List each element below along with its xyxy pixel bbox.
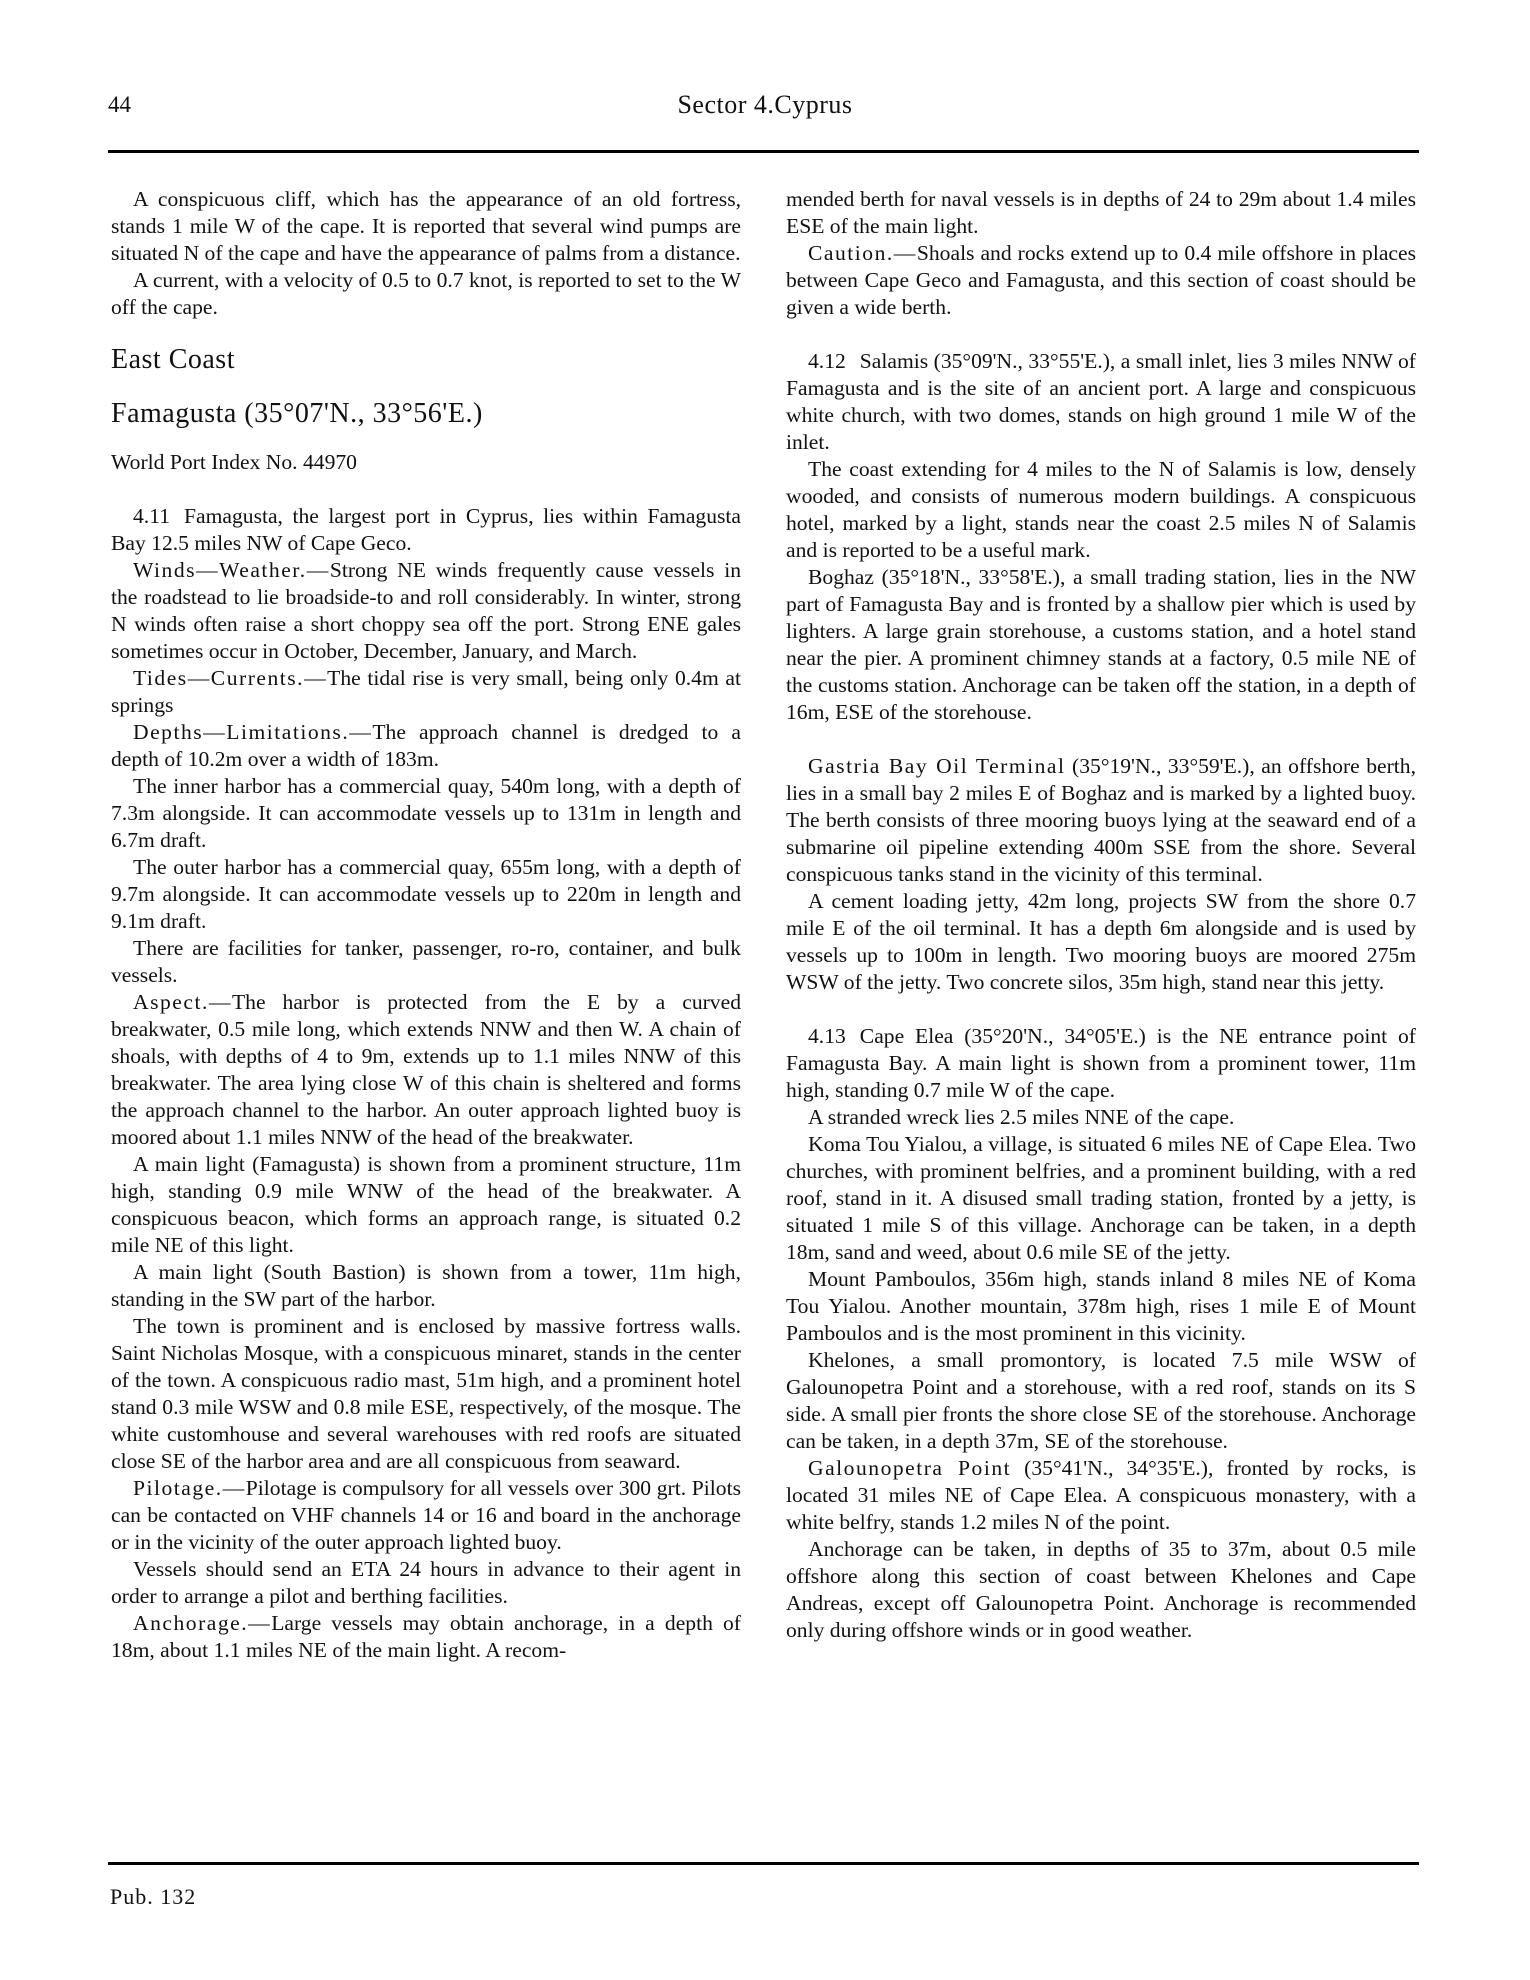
- place-label: Gastria Bay Oil Terminal: [808, 754, 1066, 778]
- paragraph: There are facilities for tanker, passenger, ro-ro, container, and bulk vessels.: [111, 936, 741, 987]
- paragraph: Anchorage can be taken, in depths of 35 to 37m, about 0.5 mile offshore along this section of coast between Khelones and Cape Andreas, except off Galounopetra Point. Anchorage is recommended only during offshore winds or in good weather.: [786, 1537, 1416, 1642]
- paragraph-text: The tidal rise is very small, being only 0.4m at springs: [111, 666, 741, 717]
- winds-weather-paragraph: [111, 557, 741, 665]
- paragraph-text: Famagusta, the largest port in Cyprus, lies within Famagusta Bay 12.5 miles NW of Cape Geco.: [111, 504, 741, 555]
- paragraph: A stranded wreck lies 2.5 miles NNE of the cape.: [808, 1105, 1235, 1129]
- paragraph: A main light (Famagusta) is shown from a prominent structure, 11m high, standing 0.9 mile WNW of the head of the breakwater. A conspicuous beacon, which forms an approach range, is situated 0.2 mile NE of this light.: [111, 1152, 741, 1257]
- paragraph: Khelones, a small promontory, is located 7.5 mile WSW of Galounopetra Point and a storehouse, with a red roof, stands on its S side. A small pier fronts the shore close SE of the storehouse. Anchorage can be taken, in a depth 37m, SE of the storehouse.: [786, 1348, 1416, 1453]
- place-label: Galounopetra Point: [808, 1456, 1012, 1480]
- paragraph-text: Strong NE winds frequently cause vessels in the roadstead to lie broadside-to and roll considerably. In winter, strong N winds often raise a short choppy sea off the port. Strong ENE gales sometimes occur in October, December, January, and March.: [111, 558, 741, 663]
- topic-label: Pilotage.—: [133, 1476, 246, 1500]
- left-column: [111, 186, 741, 1664]
- pilotage-paragraph: [111, 1475, 741, 1556]
- paragraph: A main light (South Bastion) is shown from a tower, 11m high, standing in the SW part of the harbor.: [111, 1260, 741, 1311]
- paragraph-text: (35°19'N., 33°59'E.), an offshore berth, lies in a small bay 2 miles E of Boghaz and is marked by a lighted buoy. The berth consists of three mooring buoys lying at the seaward end of a submarine oil pipeline extending 400m SSE from the shore. Several conspicuous tanks stand in the vicinity of this terminal.: [786, 754, 1416, 886]
- paragraph: The town is prominent and is enclosed by massive fortress walls. Saint Nicholas Mosque, with a conspicuous minaret, stands in the center of the town. A conspicuous radio mast, 51m high, and a prominent hotel stand 0.3 mile WSW and 0.8 mile ESE, respectively, of the mosque. The white customhouse and several warehouses with red roofs are situated close SE of the harbor area and are all conspicuous from seaward.: [111, 1314, 741, 1473]
- world-port-index: World Port Index No. 44970: [111, 450, 357, 474]
- paragraph-text: The approach channel is dredged to a depth of 10.2m over a width of 183m.: [111, 720, 741, 771]
- paragraph-4-13: [786, 1023, 1416, 1104]
- topic-label: Depths—Limitations.—: [133, 720, 373, 744]
- paragraph-4-11: [111, 503, 741, 557]
- caution-paragraph: [786, 240, 1416, 321]
- section-heading: East Coast: [111, 344, 235, 375]
- paragraph-text: The harbor is protected from the E by a curved breakwater, 0.5 mile long, which extends NNW and then W. A chain of shoals, with depths of 4 to 9m, extends up to 1.1 miles NNW of this breakwater. The area lying close W of this chain is sheltered and forms the approach channel to the harbor. An outer approach lighted buoy is moored about 1.1 miles NNW of the head of the breakwater.: [111, 990, 741, 1149]
- paragraph-text: (35°41'N., 34°35'E.), fronted by rocks, is located 31 miles NE of Cape Elea. A conspicuous monastery, with a white belfry, stands 1.2 miles N of the point.: [786, 1456, 1416, 1534]
- gastria-bay-paragraph: [786, 753, 1416, 888]
- depths-limitations-paragraph: [111, 719, 741, 773]
- paragraph-4-12: [786, 348, 1416, 456]
- paragraph-text: Salamis (35°09'N., 33°55'E.), a small inlet, lies 3 miles NNW of Famagusta and is the site of an ancient port. A large and conspicuous white church, with two domes, stands on high ground 1 mile W of the inlet.: [786, 349, 1416, 454]
- page-number: 44: [108, 92, 131, 117]
- publication-footer: Pub. 132: [110, 1884, 197, 1909]
- right-column: [786, 186, 1416, 1644]
- footer-rule: [108, 1862, 1419, 1865]
- topic-label: Anchorage.—: [133, 1611, 272, 1635]
- paragraph: A conspicuous cliff, which has the appearance of an old fortress, stands 1 mile W of the cape. It is reported that several wind pumps are situated N of the cape and have the appearance of palms from a distance.: [111, 187, 741, 265]
- paragraph: Boghaz (35°18'N., 33°58'E.), a small trading station, lies in the NW part of Famagusta Bay and is fronted by a shallow pier which is used by lighters. A large grain storehouse, a customs station, and a hotel stand near the pier. A prominent chimney stands at a factory, 0.5 mile NE of the customs station. Anchorage can be taken off the station, in a depth of 16m, ESE of the storehouse.: [786, 565, 1416, 724]
- port-heading: Famagusta (35°07'N., 33°56'E.): [111, 398, 483, 429]
- topic-label: Caution.—: [808, 241, 917, 265]
- paragraph: A cement loading jetty, 42m long, projects SW from the shore 0.7 mile E of the oil terminal. It has a depth 6m alongside and is used by vessels up to 100m in length. Two mooring buoys are moored 275m WSW of the jetty. Two concrete silos, 35m high, stand near this jetty.: [786, 889, 1416, 994]
- paragraph-number: 4.12: [808, 349, 846, 373]
- header-rule: [108, 150, 1419, 153]
- topic-label: Winds—Weather.—: [133, 558, 330, 582]
- paragraph-number: 4.13: [808, 1024, 846, 1048]
- paragraph: Vessels should send an ETA 24 hours in advance to their agent in order to arrange a pilot and berthing facilities.: [111, 1557, 741, 1608]
- paragraph: Koma Tou Yialou, a village, is situated 6 miles NE of Cape Elea. Two churches, with prominent belfries, and a prominent building, with a red roof, stand in it. A disused small trading station, fronted by a jetty, is situated 1 mile S of this village. Anchorage can be taken, in a depth 18m, sand and weed, about 0.6 mile SE of the jetty.: [786, 1132, 1416, 1264]
- paragraph-continued: mended berth for naval vessels is in depths of 24 to 29m about 1.4 miles ESE of the main light.: [786, 187, 1416, 238]
- running-head: Sector 4.Cyprus: [677, 90, 853, 119]
- paragraph-number: 4.11: [133, 504, 170, 528]
- galounopetra-paragraph: [786, 1455, 1416, 1536]
- paragraph: A current, with a velocity of 0.5 to 0.7 knot, is reported to set to the W off the cape.: [111, 268, 741, 319]
- paragraph: The outer harbor has a commercial quay, 655m long, with a depth of 9.7m alongside. It can accommodate vessels up to 220m in length and 9.1m draft.: [111, 855, 741, 933]
- anchorage-paragraph: [111, 1610, 741, 1664]
- aspect-paragraph: [111, 989, 741, 1151]
- paragraph: The inner harbor has a commercial quay, 540m long, with a depth of 7.3m alongside. It can accommodate vessels up to 131m in length and 6.7m draft.: [111, 774, 741, 852]
- topic-label: Aspect.—: [133, 990, 232, 1014]
- paragraph-text: Large vessels may obtain anchorage, in a depth of 18m, about 1.1 miles NE of the main light. A recom-: [111, 1611, 741, 1662]
- tides-currents-paragraph: [111, 665, 741, 719]
- paragraph-text: Cape Elea (35°20'N., 34°05'E.) is the NE entrance point of Famagusta Bay. A main light is shown from a prominent tower, 11m high, standing 0.7 mile W of the cape.: [786, 1024, 1416, 1102]
- paragraph: Mount Pamboulos, 356m high, stands inland 8 miles NE of Koma Tou Yialou. Another mountain, 378m high, rises 1 mile E of Mount Pamboulos and is the most prominent in this vicinity.: [786, 1267, 1416, 1345]
- topic-label: Tides—Currents.—: [133, 666, 328, 690]
- paragraph-text: Pilotage is compulsory for all vessels over 300 grt. Pilots can be contacted on VHF channels 14 or 16 and board in the anchorage or in the vicinity of the outer approach lighted buoy.: [111, 1476, 741, 1554]
- paragraph-text: Shoals and rocks extend up to 0.4 mile offshore in places between Cape Geco and Famagusta, and this section of coast should be given a wide berth.: [786, 241, 1416, 319]
- paragraph: The coast extending for 4 miles to the N of Salamis is low, densely wooded, and consists of numerous modern buildings. A conspicuous hotel, marked by a light, stands near the coast 2.5 miles N of Salamis and is reported to be a useful mark.: [786, 457, 1416, 562]
